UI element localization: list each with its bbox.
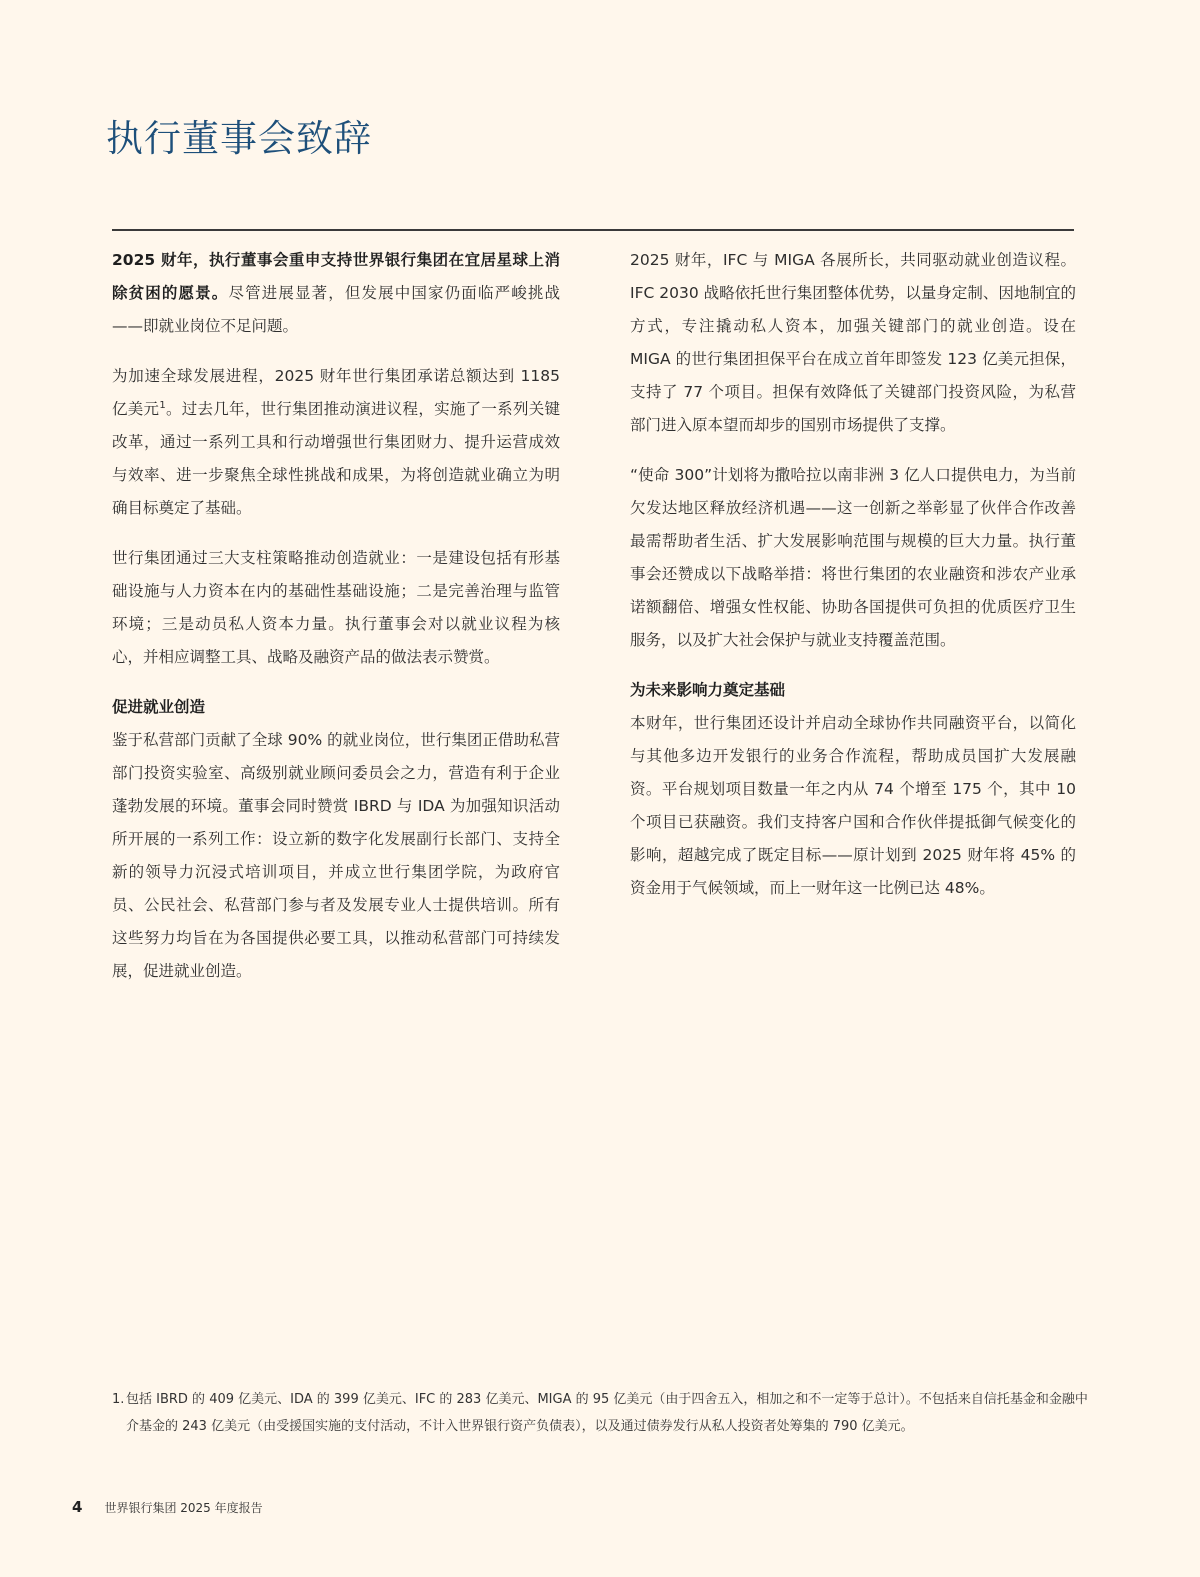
pillars-paragraph: 世行集团通过三大支柱策略推动创造就业：一是建设包括有形基础设施与人力资本在内的基础性基础设施；二是完善治理与监管环境；三是动员私人资本力量。执行董事会对以就业议程为核心，并相应调整工具、战略及融资产品的做法表示赞赏。 xyxy=(112,549,560,666)
commitment-text-b: 。过去几年，世行集团推动演进议程，实施了一系列关键改革，通过一系列工具和行动增强世行集团财力、提升运营成效与效率、进一步聚焦全球性挑战和成果，为将创造就业确立为明确目标奠定了基础。 xyxy=(112,400,560,517)
header-divider xyxy=(112,229,1074,231)
intro-rest-text: 尽管进展显著，但发展中国家仍面临严峻挑战——即就业岗位不足问题。 xyxy=(112,284,560,335)
footnote-text: 包括 IBRD 的 409 亿美元、IDA 的 399 亿美元、IFC 的 283 亿美元、MIGA 的 95 亿美元（由于四舍五入，相加之和不一定等于总计）。不包括来自信托基金和金融中介基金的 243 亿美元（由受援国实施的支付活动，不计入世界银行资产负债表），以及通过债券发行从私人投资者处筹集的 790 亿美元。 xyxy=(126,1392,1088,1434)
section-heading-jobs: 促进就业创造 xyxy=(112,698,206,716)
page-title: 执行董事会致辞 xyxy=(106,117,372,160)
intro-paragraph xyxy=(112,244,560,343)
report-name: 世界银行集团 2025 年度报告 xyxy=(104,1501,263,1515)
mission-300-paragraph: “使命 300”计划将为撒哈拉以南非洲 3 亿人口提供电力，为当前欠发达地区释放经济机遇——这一创新之举彰显了伙伴合作改善最需帮助者生活、扩大发展影响范围与规模的巨大力量。执行董事会还赞成以下战略举措：将世行集团的农业融资和涉农产业承诺额翻倍、增强女性权能、协助各国提供可负担的优质医疗卫生服务，以及扩大社会保护与就业支持覆盖范围。 xyxy=(630,466,1076,649)
footnote xyxy=(112,1386,1090,1440)
footnote-number: 1. xyxy=(112,1392,125,1407)
section-heading-future: 为未来影响力奠定基础 xyxy=(630,681,786,699)
cofinancing-paragraph: 本财年，世行集团还设计并启动全球协作共同融资平台，以简化与其他多边开发银行的业务合作流程，帮助成员国扩大发展融资。平台规划项目数量一年之内从 74 个增至 175 个，其中 10 个项目已获融资。我们支持客户国和合作伙伴提抵御气候变化的影响，超越完成了既定目标——原计划到 2025 财年将 45% 的资金用于气候领域，而上一财年这一比例已达 48%。 xyxy=(630,714,1076,897)
page-number: 4 xyxy=(72,1498,83,1516)
ifc-miga-paragraph: 2025 财年，IFC 与 MIGA 各展所长，共同驱动就业创造议程。IFC 2030 战略依托世行集团整体优势，以量身定制、因地制宜的方式，专注撬动私人资本，加强关键部门的就业创造。设在 MIGA 的世行集团担保平台在成立首年即签发 123 亿美元担保，支持了 77 个项目。担保有效降低了关键部门投资风险，为私营部门进入原本望而却步的国别市场提供了支撑。 xyxy=(630,251,1076,434)
page-footer xyxy=(72,1498,263,1516)
footnote-ref: 1 xyxy=(159,399,166,411)
commitment-paragraph xyxy=(112,360,560,525)
intro-bold-text: 2025 财年，执行董事会重申支持世界银行集团在宜居星球上消除贫困的愿景。 xyxy=(112,251,560,302)
jobs-paragraph: 鉴于私营部门贡献了全球 90% 的就业岗位，世行集团正借助私营部门投资实验室、高级别就业顾问委员会之力，营造有利于企业蓬勃发展的环境。董事会同时赞赏 IBRD 与 IDA 为加强知识活动所开展的一系列工作：设立新的数字化发展副行长部门、支持全新的领导力沉浸式培训项目，并成立世行集团学院，为政府官员、公民社会、私营部门参与者及发展专业人士提供培训。所有这些努力均旨在为各国提供必要工具，以推动私营部门可持续发展，促进就业创造。 xyxy=(112,731,560,980)
commitment-text-a: 为加速全球发展进程，2025 财年世行集团承诺总额达到 1185 亿美元 xyxy=(112,367,560,418)
left-column xyxy=(112,244,560,1005)
right-column xyxy=(630,244,1076,922)
